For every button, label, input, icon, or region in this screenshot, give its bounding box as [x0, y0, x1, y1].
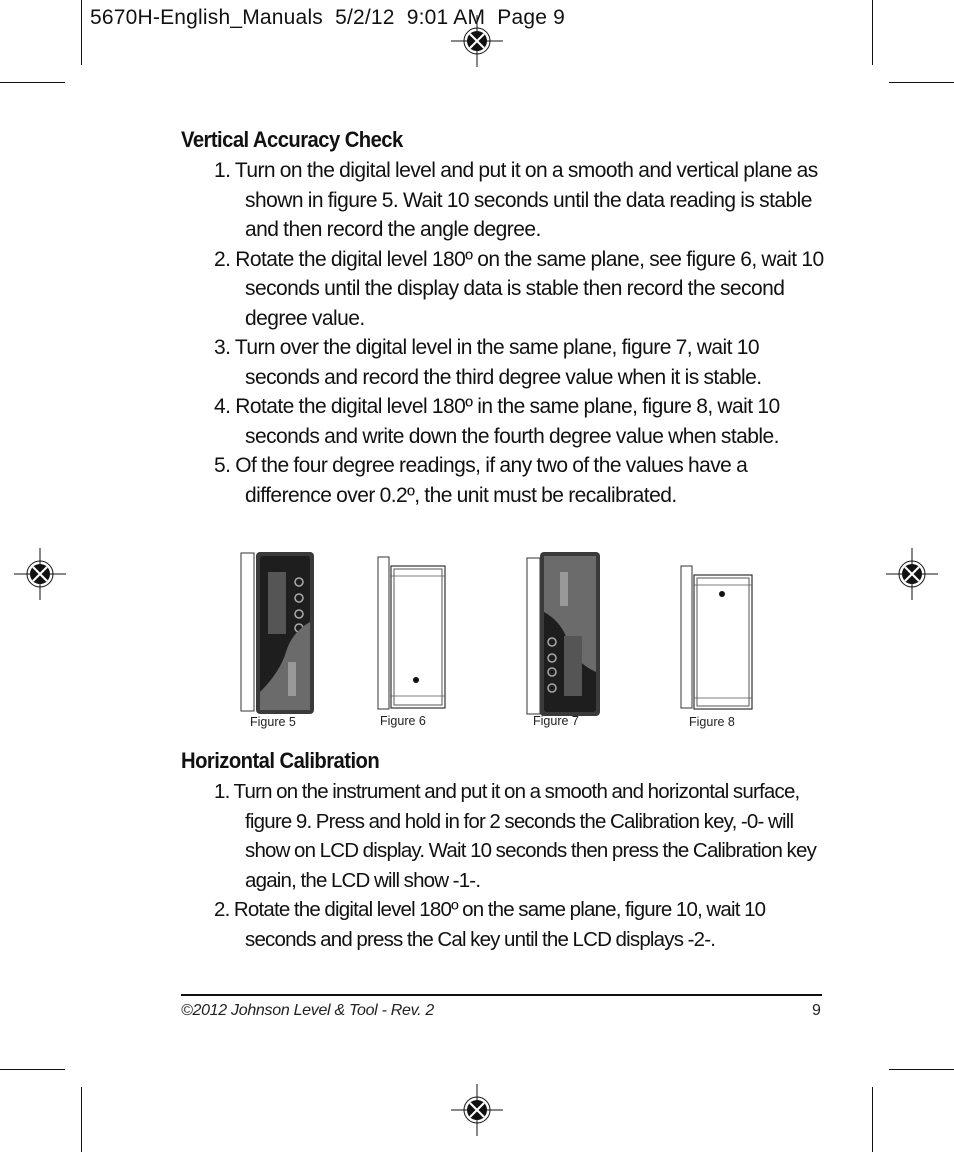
- section-title-horizontal-calibration: Horizontal Calibration: [181, 748, 380, 773]
- figure-8-image: [680, 565, 754, 711]
- list-item: 2. Rotate the digital level 180º on the same plane, figure 10, wait 10 seconds and press the Cal key until the LCD displays -2-.: [214, 898, 766, 951]
- footer-divider: [181, 994, 822, 996]
- figure-6-caption: Figure 6: [380, 714, 426, 728]
- figure-5-caption: Figure 5: [250, 715, 296, 729]
- list-item: 5. Of the four degree readings, if any two of the values have a difference over 0.2º, the unit must be recalibrated.: [214, 454, 748, 507]
- crop-mark-top-right-vertical: [872, 0, 873, 65]
- crop-mark-top-right-horizontal: [889, 82, 954, 83]
- horizontal-steps-list: [214, 777, 834, 954]
- list-item: 1. Turn on the digital level and put it on a smooth and vertical plane as shown in figure 5. Wait 10 seconds until the data reading is stable and then record the angle degree.: [214, 159, 818, 241]
- list-item: 2. Rotate the digital level 180º on the same plane, see figure 6, wait 10 seconds until the display data is stable then record the second degree value.: [214, 247, 824, 330]
- crop-mark-bottom-left-horizontal: [0, 1069, 65, 1070]
- vertical-steps-list: [214, 156, 834, 510]
- figure-7-image: [526, 552, 602, 716]
- crop-mark-top-left-vertical: [81, 0, 82, 65]
- list-item: 3. Turn over the digital level in the same plane, figure 7, wait 10 seconds and record the third degree value when it is stable.: [214, 336, 762, 389]
- figure-6-image: [377, 556, 447, 712]
- registration-mark-left-icon: [14, 548, 66, 600]
- crop-mark-top-left-horizontal: [0, 82, 65, 83]
- figure-8-caption: Figure 8: [689, 715, 735, 729]
- registration-mark-right-icon: [886, 548, 938, 600]
- figure-7-caption: Figure 7: [533, 714, 579, 728]
- registration-mark-bottom-icon: [451, 1084, 503, 1136]
- figure-5-image: [240, 552, 316, 714]
- page-number: 9: [812, 1002, 821, 1019]
- printer-slug: 5670H-English_Manuals 5/2/12 9:01 AM Page 9: [90, 6, 566, 29]
- footer-copyright: ©2012 Johnson Level & Tool - Rev. 2: [181, 1002, 435, 1019]
- crop-mark-bottom-left-vertical: [81, 1087, 82, 1152]
- section-title-vertical-accuracy: Vertical Accuracy Check: [181, 127, 403, 152]
- list-item: 4. Rotate the digital level 180º in the same plane, figure 8, wait 10 seconds and write down the fourth degree value when stable.: [214, 395, 780, 448]
- registration-mark-top-icon: [451, 15, 503, 67]
- list-item: 1. Turn on the instrument and put it on a smooth and horizontal surface, figure 9. Press and hold in for 2 seconds the Calibration key, -0- will show on LCD display. Wait 10 seconds then press the Calibration key again, the LCD will show -1-.: [214, 780, 817, 892]
- crop-mark-bottom-right-horizontal: [889, 1069, 954, 1070]
- crop-mark-bottom-right-vertical: [872, 1087, 873, 1152]
